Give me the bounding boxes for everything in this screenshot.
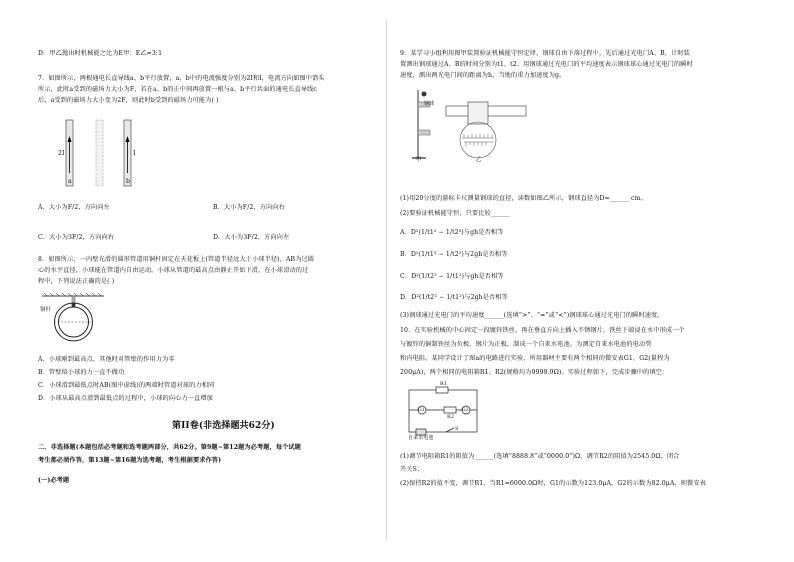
q8-figure — [38, 292, 108, 344]
q10-text-4: 200μA)，两个相同的电阻箱R1、R2(规格均为9999.9Ω)。实验过程如下，完成步骤中的填空： — [400, 369, 669, 376]
q7-option-b: B．大小为F/2，方向向右 — [213, 204, 285, 211]
label-r2: R2 — [447, 414, 455, 420]
q9-option-c: C．D²(1/t2² − 1/t1²)与gh是否相等 — [400, 273, 504, 280]
q8-text-2: 心的水平直径，小球能在管道内自由运动。小球从管道的最高点由静止开始下滑，在小球滑动的过 — [38, 267, 309, 274]
figure-jia-label: 甲 — [416, 157, 422, 163]
label-r1: R1 — [440, 381, 448, 387]
label-g2: G2 — [462, 408, 469, 413]
section-title: 第II卷(非选择题共62分) — [172, 421, 275, 431]
q10-circuit-figure — [406, 381, 482, 442]
q8-option-b: B．管壁给小球的力一直不做功 — [38, 369, 125, 376]
q10-text-1: 10．在实验机械的中心固定一段镀锌铁丝，再在垂直方向上插入不锈钢片，铁丝下端浸在水中形成一个 — [400, 327, 685, 334]
q9-figure — [408, 88, 528, 164]
q8-text-1: 8．如图所示，一内壁光滑的圆形管道用铜杆固定在天花板上(管道半径远大于小球半径)，AB为过圆 — [38, 256, 315, 263]
q9-step-1: (1)用20分度的游标卡尺测量钢球的直径，读数如图乙所示，钢球直径为D=______ cm。 — [400, 195, 647, 202]
q9-option-d: D．D²(1/t2² − 1/t1²)与2gh是否相等 — [400, 294, 508, 301]
figure-yi-label: 乙 — [476, 157, 482, 163]
instructions-1: 二、非选择题(本题包括必考题和选考题两部分，共62分。第9题~第12题为必考题，每个试题 — [38, 444, 301, 451]
q9-text-1: 9．某学习小组利用图甲装置验证机械能守恒定律，钢球自由下落过程中，先后通过光电门A、B，计时装 — [400, 50, 690, 57]
q7-option-a: A．大小为F/2，方向向左 — [38, 204, 110, 211]
q10-text-3: 和内电阻，某同学设计了图a的电路进行实验，所用器材主要有两个相同的微安表G1、G2(量程为 — [400, 355, 670, 362]
q9-option-b: B．D²(1/t1² − 1/t2²)与2gh是否相等 — [400, 251, 508, 258]
q7-text-2: 所示，此时a受到的磁场力大小为F，若在a、b的正中间再放置一根与a、b平行共面的通电长直导线c — [38, 86, 317, 93]
label-g1: G1 — [418, 408, 425, 413]
q10-step-2: (2)保持R2的值不变，调节R1，当R1=6000.0Ω时，G1的示数为123.0μA，G2的示数为82.0μA，则微安表 — [400, 480, 706, 487]
q10-step-1-cont: 开关S； — [400, 466, 424, 473]
rod-label: 铜杆 — [40, 307, 52, 313]
q10-step-1: (1)调节电阻箱R1的阻值为______(选填“8888.8”或“0000.0”)Ω，调节R2的阻值为2545.0Ω，闭合 — [400, 453, 680, 460]
q7-option-d: D．大小为3F/2，方向向左 — [213, 234, 290, 241]
q9-text-2: 置测出钢球通过A、B的时间分别为t1、t2。用钢球通过光电门的平均速度表示钢球球心通过光电门的瞬时 — [400, 61, 693, 68]
q9-text-3: 速度，测出两光电门间的距离为h，当地的重力加速度为g。 — [400, 72, 566, 79]
right-column — [400, 0, 756, 562]
q7-text-3: 后，a受到的磁场力大小变为2F，则此时b受到的磁场力可能为( ) — [38, 97, 219, 104]
left-column — [38, 0, 373, 562]
instructions-2: 考生都必须作答，第13题~第16题为选考题，考生根据要求作答) — [38, 457, 222, 464]
q7-text-1: 7．如图所示，两根通电长直导线a、b平行放置，a、b中的电流强度分别为2I和I，电流方向如图中箭头 — [38, 75, 325, 82]
q8-option-c: C．小球滑到最低点时AB(图中虚线)的两端时管道对球的力相同 — [38, 382, 215, 389]
ball-label: 钢球 — [424, 101, 435, 107]
label-b: b — [126, 178, 131, 185]
circular-tube-diagram — [38, 292, 108, 344]
label-2i: 2I — [58, 150, 65, 157]
column-divider — [386, 20, 387, 540]
q9-step-3: (3)钢球通过光电门的平均速度______(选填“>”、“=”或“<”)钢球球心通过光电门的瞬时速度。 — [400, 312, 664, 319]
label-i: I — [133, 150, 136, 157]
label-s: S — [455, 426, 459, 432]
q8-text-3: 程中，下列说法正确的是( ) — [38, 278, 115, 285]
label-battery: 自来水电池 — [408, 435, 434, 441]
label-a: a — [68, 178, 72, 185]
q6-option-d: D．甲乙抛出时机械能之比为E甲：E乙=3:1 — [38, 50, 163, 57]
required-heading: (一)必考题 — [38, 477, 70, 484]
q9-step-2: (2)要验证机械能守恒，只要比较______ — [400, 210, 510, 217]
q8-option-a: A．小球刚到最高点，其他时对管壁的作用力为零 — [38, 356, 175, 363]
q8-option-d: D．小球从最高点滑到最低点的过程中，小球的向心力一直增加 — [38, 395, 213, 402]
q7-option-c: C．大小为3F/2，方向向右 — [38, 234, 115, 241]
q9-option-a: A．D²(1/t1² − 1/t2²)与gh是否相等 — [400, 229, 504, 236]
q7-figure — [58, 118, 138, 188]
q10-text-2: 与镀锌的铜制铁丝为负极，钢片为正极，制成一个自来水电池。为测定自来水电池的电动势 — [400, 341, 652, 348]
